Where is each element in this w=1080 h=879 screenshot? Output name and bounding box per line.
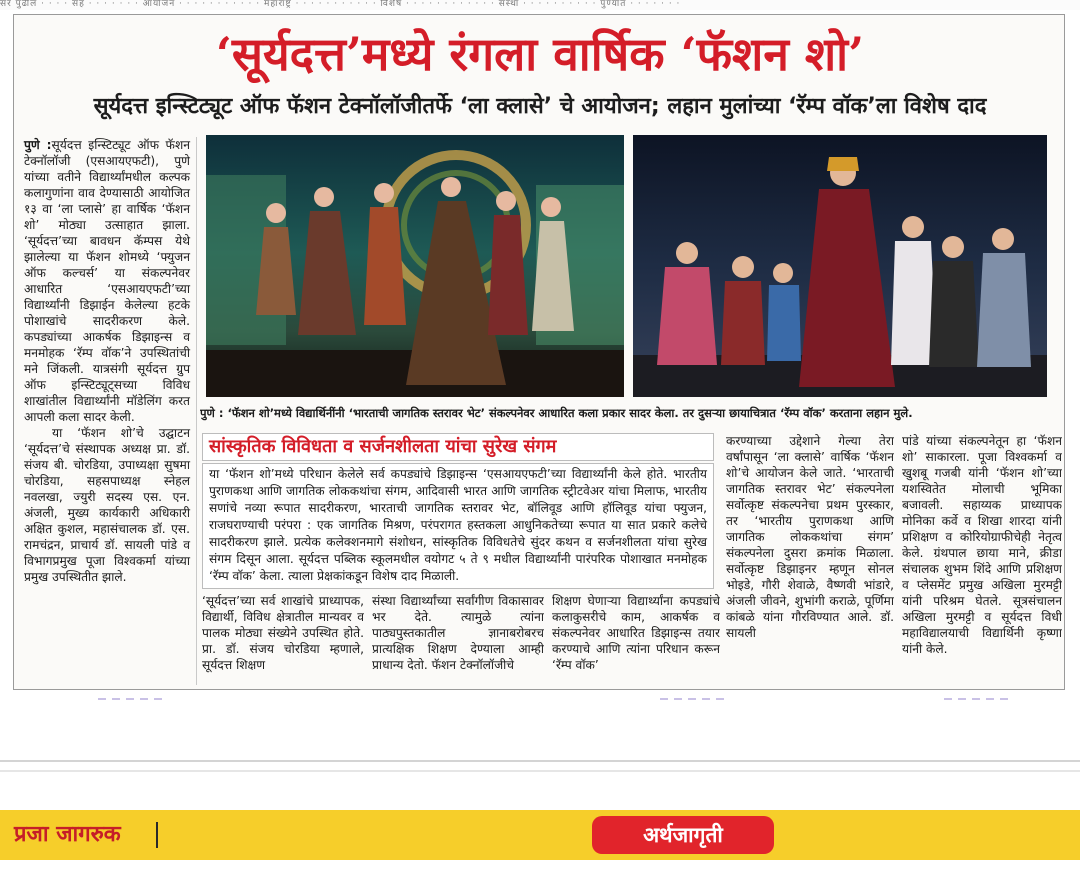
fashion-show-photo-left: [206, 135, 624, 397]
column-2c: शिक्षण घेणाऱ्या विद्यार्थ्यांना कपड्यांचे कलाकुसरीचे काम, आकर्षक व संकल्पनेवर आधारित डिझाइन्स तयार करण्याचे आणि त्यांना परिधान करून ‘रॅम्प वॉक’: [552, 594, 720, 672]
runway-models-image: [206, 135, 624, 397]
section-banner: [0, 810, 1080, 860]
page-bottom: [0, 860, 1080, 879]
box-heading: [202, 433, 714, 461]
subheadline: सूर्यदत्त इन्स्टिट्यूट ऑफ फॅशन टेक्नॉलॉजीतर्फे ‘ला क्लासे’ चे आयोजन; लहान मुलांच्या ‘रॅम्प वॉक’ला विशेष दाद: [93, 94, 987, 119]
dateline: पुणे :: [24, 138, 52, 152]
column-1: [24, 137, 190, 687]
headline: ‘सूर्यदत्त’मध्ये रंगला वार्षिक ‘फॅशन शो’: [215, 27, 865, 81]
photo-caption: पुणे : ‘फॅशन शो’मध्ये विद्यार्थिनींनी ‘भारताची जागतिक स्तरावर भेट’ संकल्पनेवर आधारित कला प्रकार सादर केला. तर दुसऱ्या छायाचित्रात ‘रॅम्प वॉक’ करताना लहान मुले.: [200, 406, 913, 420]
column-1-text-1: सूर्यदत्त इन्स्टिट्यूट ऑफ फॅशन टेक्नॉलॉजी (एसआयएफटी), पुणे यांच्या वतीने विद्यार्थ्यांमधील कल्पक कलागुणांना वाव देण्यासाठी आयोजित १३ वा ‘ला प्लासे’ हा वार्षिक ‘फॅशन शो’ मोठ्या उत्साहात झाला. ‘सूर्यदत्त’च्या बावधन कॅम्पस येथे झालेल्या या फॅशन शोमध्ये ‘फ्युजन ऑफ कल्चर्स’ या संकल्पनेवर आधारित ‘एसआयएफटी’च्या विद्यार्थ्यांनी डिझाईन केलेल्या हटके पोशाखांचे सादरीकरण केले. कपड्यांच्या आकर्षक डिझाइन्स व मनमोहक ‘रॅम्प वॉक’ने उपस्थितांची मने जिंकली. यात्रसंगी सूर्यदत्त ग्रुप ऑफ इन्स्टिट्यूट्सच्या विविध शाखांतील विद्यार्थ्यांनी मॉडेलिंग करत आपली कला सादर केली.: [24, 138, 190, 424]
column-4: पांडे यांच्या संकल्पनेतून हा ‘फॅशन शो’ साकारला. पूजा विश्वकर्मा व खुशबू गजबी यांनी ‘फॅशन शो’च्या यशस्वितेत मोलाची भूमिका बजावली. सहाय्यक प्राध्यापक मोनिका कर्वे व शिखा शारदा यांनी प्रशिक्षण व कोरियोग्राफीचेही नेतृत्व केले. ग्रंथपाल छाया माने, क्रीडा संचालक शुभम शिंदे आणि प्रशिक्षण व प्लेसमेंट प्रमुख अखिला मुरमट्टी यांनी परिश्रम घेतले. सूत्रसंचालन अखिला मुरमट्टी व सूर्यदत्त विधी महाविद्यालयाची विद्यार्थिनी कृष्णा यांनी केले.: [902, 434, 1062, 656]
kids-ramp-walk-image: [633, 135, 1047, 397]
column-2a: ‘सूर्यदत्त’च्या सर्व शाखांचे प्राध्यापक, विद्यार्थी, विविध क्षेत्रातील मान्यवर व पालक मोठ्या संख्येने उपस्थित होते. प्रा. डॉ. संजय चोरडिया म्हणाले, सूर्यदत्त शिक्षण: [202, 594, 364, 672]
column-2b: संस्था विद्यार्थ्यांच्या सर्वांगीण विकासावर भर देते. त्यामुळे त्यांना पाठ्यपुस्तकातील ज्ञानाबरोबरच प्रात्यक्षिक शिक्षण देण्याला आम्ही प्राधान्य देतो. फॅशन टेक्नॉलॉजीचे: [372, 594, 544, 672]
fashion-show-photo-right: [633, 135, 1047, 397]
page-rule: [0, 760, 1080, 762]
page-rule: [0, 770, 1080, 772]
separator-dots: [660, 698, 730, 700]
box-paragraph: या ‘फॅशन शो’मध्ये परिधान केलेले सर्व कपड्यांचे डिझाइन्स ‘एसआयएफटी’च्या विद्यार्थ्यांनी केले होते. भारतीय पुराणकथा आणि जागतिक लोककथांचा संगम, आदिवासी भारत आणि जागतिक स्ट्रीटवेअर यांचा मिलाफ, भारतीय सणांचे नव्या रूपात सादरीकरण, भारताची जागतिक स्तरावर भेट, बॉलिवूड आणि हॉलिवूड यांचा फ्युजन, राजघराण्याची परंपरा : एक जागतिक मिश्रण, परंपरागत हस्तकला आधुनिकतेच्या रूपात या सात प्रकारे कलेचे सादरीकरण झाले. प्रत्येक कलेक्शनमागे संशोधन, सांस्कृतिक विविधतेचे सुंदर कथन व सर्जनशीलता यांचा सुरेख संगम दिसून आला. सूर्यदत्त पब्लिक स्कूलमधील वयोगट ५ ते ९ मधील विद्यार्थ्यांनी पारंपरिक पोशाखात मनमोहक ‘रॅम्प वॉक’ केला. त्याला प्रेक्षकांकडून विशेष दाद मिळाली.: [202, 463, 714, 589]
column-divider: [196, 137, 197, 685]
section-title-pill: अर्थजागृती: [592, 816, 774, 854]
column-1-para-1: [24, 137, 190, 425]
separator-dots: [98, 698, 168, 700]
box-heading-text: सांस्कृतिक विविधता व सर्जनशीलता यांचा सुरेख संगम: [209, 436, 557, 457]
newspaper-name: प्रजा जागरुक: [14, 822, 121, 847]
separator-dots: [944, 698, 1014, 700]
banner-divider: [156, 822, 158, 848]
column-3: करण्याच्या उद्देशाने गेल्या तेरा वर्षांपासून ‘ला क्लासे’ वार्षिक ‘फॅशन शो’चे आयोजन केले जाते. ‘भारताची जागतिक स्तरावर भेट’ संकल्पनेला सर्वोत्कृष्ट संकल्पनेचा प्रथम पुरस्कार, तर ‘भारतीय पुराणकथा आणि जागतिक लोककथांचा संगम’ संकल्पनेला दुसरा क्रमांक मिळाला. सर्वोत्कृष्ट डिझाइनर म्हणून सोनल भोइडे, गौरी शेवाळे, वैष्णवी भांडारे, अंजली जीवने, शुभांगी कराळे, पूर्णिमा कांबळे यांना गौरविण्यात आले. डॉ. सायली: [726, 434, 894, 640]
column-1-para-2: या ‘फॅशन शो’चे उद्घाटन ‘सूर्यदत्त’चे संस्थापक अध्यक्ष प्रा. डॉ. संजय बी. चोरडिया, उपाध्यक्षा सुषमा चोरडिया, सहसपाध्यक्ष स्नेहल नवलखा, ज्युरी सदस्य एस. एन. अंजली, मुख्य कार्यकारी अधिकारी अक्षित कुशल, महासंचालक डॉ. एस. रामचंद्रन, प्राचार्य डॉ. सायली पांडे व विभागप्रमुख पूजा विश्वकर्मा यांच्या प्रमुख उपस्थितीत झाले.: [24, 426, 190, 584]
top-cut-text: सर पुढील · · · · सह · · · · · · · आयोजन · · · · · · · · · · · महाराष्ट्र · · · · · · · · · · · विशेष · · · · · · · · · · · · संस्था · · · · · · · · · · पुण्यात · · · · · · ·: [0, 0, 1080, 10]
news-clipping: [13, 14, 1065, 690]
